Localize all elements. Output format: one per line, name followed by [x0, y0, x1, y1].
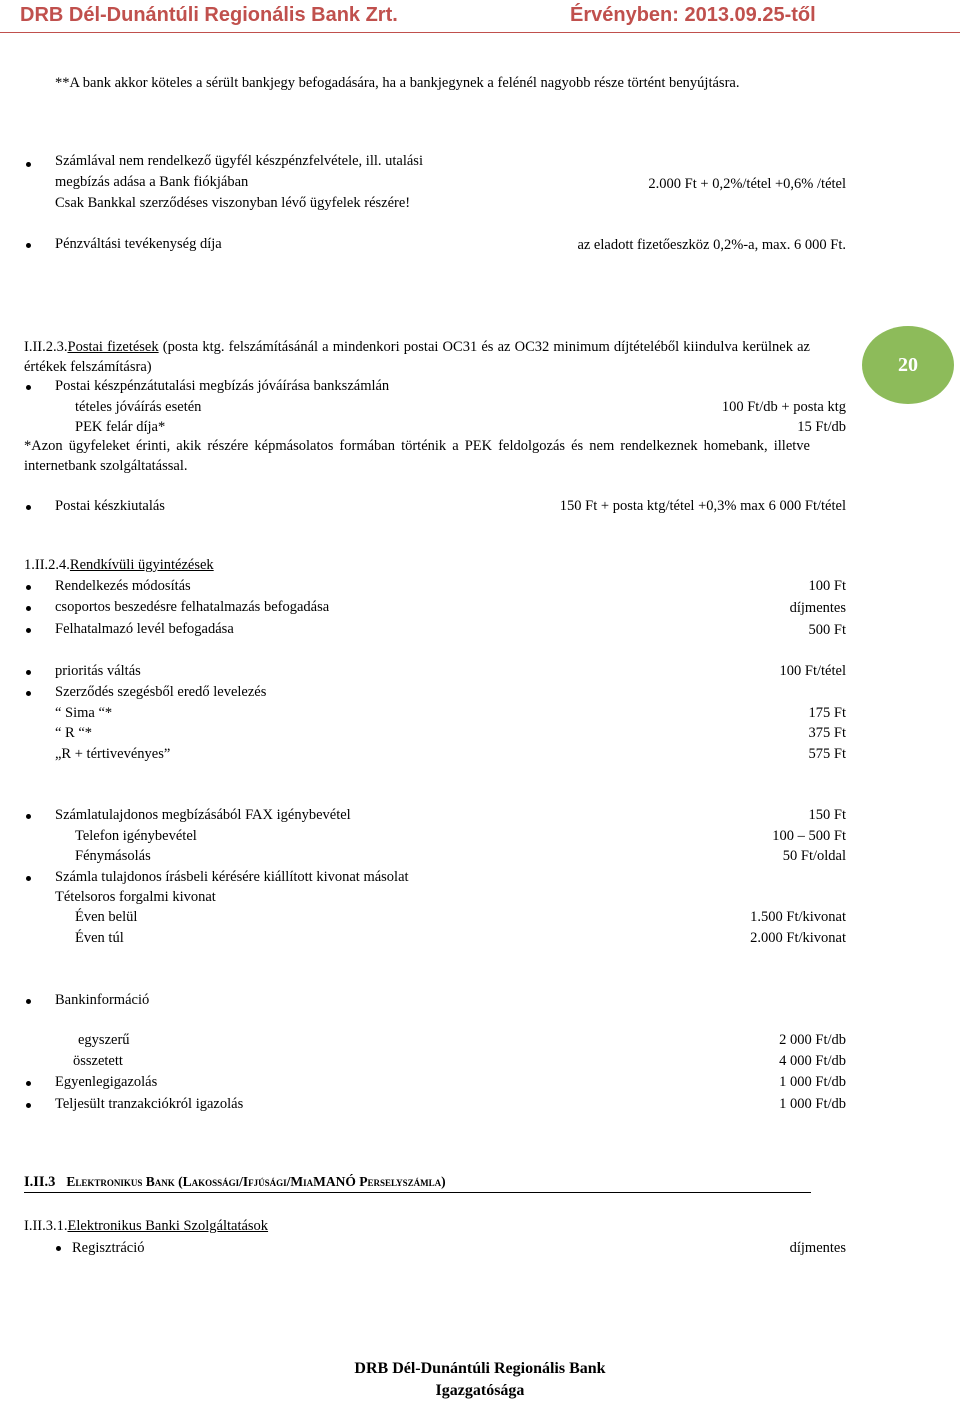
bullet [26, 1103, 31, 1108]
beyond-year-label: Éven túl [75, 930, 124, 946]
letter-sub-fee: 375 Ft [808, 725, 846, 741]
special-item-fee: díjmentes [789, 600, 846, 616]
phone-fee: 100 – 500 Ft [772, 828, 846, 844]
cash-withdrawal-line3: Csak Bankkal szerződéses viszonyban lévő ügyfelek részére! [55, 195, 411, 211]
special-heading [24, 556, 214, 574]
postal-section-number: I.II.2.3. [24, 339, 68, 355]
fax-fee: 150 Ft [808, 807, 846, 823]
postal-itemized-label: tételes jóváírás esetén [75, 399, 202, 415]
bullet [26, 505, 31, 510]
ebank-sub-heading [24, 1217, 268, 1235]
balance-cert-label: Egyenlegigazolás [55, 1074, 158, 1090]
fax-label: Számlatulajdonos megbízásából FAX igénybevétel [55, 807, 351, 823]
cash-withdrawal-fee: 2.000 Ft + 0,2%/tétel +0,6% /tétel [648, 176, 846, 192]
letter-sub-label: “ R “* [55, 725, 93, 741]
postal-intro [24, 337, 810, 377]
postal-footnote: *Azon ügyfeleket érinti, akik részére képmásolatos formában történik a PEK feldolgozás és nem rendelkeznek homebank, illetve internetbank szolgáltatással. [24, 438, 810, 474]
letter-sub-fee: 175 Ft [808, 705, 846, 721]
bullet [56, 1246, 61, 1251]
note-damaged-banknote: **A bank akkor köteles a sérült bankjegy befogadására, ha a bankjegynek a felénél nagyobb része történt benyújtásra. [55, 75, 740, 91]
postal-payout-fee: 150 Ft + posta ktg/tétel +0,3% max 6 000 Ft/tétel [559, 498, 846, 514]
postal-pek-label: PEK felár díja* [75, 419, 166, 435]
beyond-year-fee: 2.000 Ft/kivonat [750, 930, 846, 946]
ebank-sub-title: Elektronikus Banki Szolgáltatások [67, 1218, 269, 1234]
phone-label: Telefon igénybevétel [75, 828, 197, 844]
cash-withdrawal-line1: Számlával nem rendelkező ügyfél készpénzfelvétele, ill. utalási [55, 153, 423, 169]
itemized-statement-label: Tételsoros forgalmi kivonat [55, 889, 216, 905]
statement-copy-label: Számla tulajdonos írásbeli kérésére kiállított kivonat másolat [55, 869, 409, 885]
bullet [26, 162, 31, 167]
page-number-badge: 20 [862, 326, 954, 404]
exchange-label: Pénzváltási tevékenység díja [55, 236, 222, 252]
footer-line2: Igazgatósága [435, 1382, 525, 1399]
bullet [26, 670, 31, 675]
copy-label: Fénymásolás [75, 848, 151, 864]
postal-payout-label: Postai készkiutalás [55, 498, 165, 514]
header-validity: Érvényben: 2013.09.25-től [570, 4, 816, 26]
exchange-fee: az eladott fizetőeszköz 0,2%-a, max. 6 000 Ft. [577, 237, 846, 253]
ebank-rule [24, 1192, 811, 1193]
bullet [26, 876, 31, 881]
bullet [26, 628, 31, 633]
footer-line1: DRB Dél-Dunántúli Regionális Bank [354, 1360, 606, 1377]
bullet [26, 691, 31, 696]
letter-sub-label: „R + tértivevényes” [55, 746, 171, 762]
letter-sub-label: “ Sima “* [55, 705, 113, 721]
bullet [26, 385, 31, 390]
bankinfo-complex-fee: 4 000 Ft/db [779, 1053, 846, 1069]
special-item-label: Rendelkezés módosítás [55, 578, 191, 594]
cash-withdrawal-line2: megbízás adása a Bank fiókjában [55, 174, 249, 190]
bullet [26, 999, 31, 1004]
ebank-section-title: Elektronikus Bank (Lakossági/Ifjúsági/MiaMANÓ Perselyszámla) [66, 1174, 446, 1189]
ebank-sub-number: I.II.3.1. [24, 1218, 68, 1234]
bankinfo-complex-label: összetett [73, 1053, 123, 1069]
special-item-label: Szerződés szegésből eredő levelezés [55, 684, 267, 700]
bankinfo-simple-label: egyszerű [78, 1032, 130, 1048]
ebank-section-number: I.II.3 [24, 1174, 56, 1190]
registration-fee: díjmentes [789, 1240, 846, 1256]
bullet [26, 243, 31, 248]
special-item-fee: 100 Ft/tétel [779, 663, 846, 679]
bullet [26, 814, 31, 819]
postal-intro-text: (posta ktg. felszámításánál a mindenkori postai OC31 és az OC32 minimum díjtételéből kiindulva kerülnek az értékek felszámításra) [24, 339, 810, 375]
bullet [26, 585, 31, 590]
ebank-heading [24, 1173, 446, 1191]
special-item-fee: 100 Ft [808, 578, 846, 594]
special-item-label: csoportos beszedésre felhatalmazás befogadása [55, 599, 330, 615]
page-header [0, 0, 960, 36]
special-item-label: Felhatalmazó levél befogadása [55, 621, 234, 637]
postal-itemized-fee: 100 Ft/db + posta ktg [721, 399, 846, 415]
header-bank-name: DRB Dél-Dunántúli Regionális Bank Zrt. [20, 4, 398, 26]
transaction-cert-fee: 1 000 Ft/db [779, 1096, 846, 1112]
letter-sub-fee: 575 Ft [808, 746, 846, 762]
header-rule [0, 32, 960, 33]
bullet [26, 1081, 31, 1086]
postal-section-title: Postai fizetések [67, 339, 159, 355]
balance-cert-fee: 1 000 Ft/db [779, 1074, 846, 1090]
special-section-title: Rendkívüli ügyintézések [69, 557, 214, 573]
special-section-number: 1.II.2.4. [24, 557, 70, 573]
transaction-cert-label: Teljesült tranzakciókról igazolás [55, 1096, 244, 1112]
postal-pek-fee: 15 Ft/db [797, 419, 846, 435]
postal-item-credit: Postai készpénzátutalási megbízás jóváírása bankszámlán [55, 378, 390, 394]
bankinfo-label: Bankinformáció [55, 992, 150, 1008]
bullet [26, 606, 31, 611]
within-year-label: Éven belül [75, 909, 138, 925]
within-year-fee: 1.500 Ft/kivonat [750, 909, 846, 925]
bankinfo-simple-fee: 2 000 Ft/db [779, 1032, 846, 1048]
special-item-fee: 500 Ft [808, 622, 846, 638]
registration-label: Regisztráció [72, 1240, 145, 1256]
special-item-label: prioritás váltás [55, 663, 141, 679]
copy-fee: 50 Ft/oldal [782, 848, 846, 864]
